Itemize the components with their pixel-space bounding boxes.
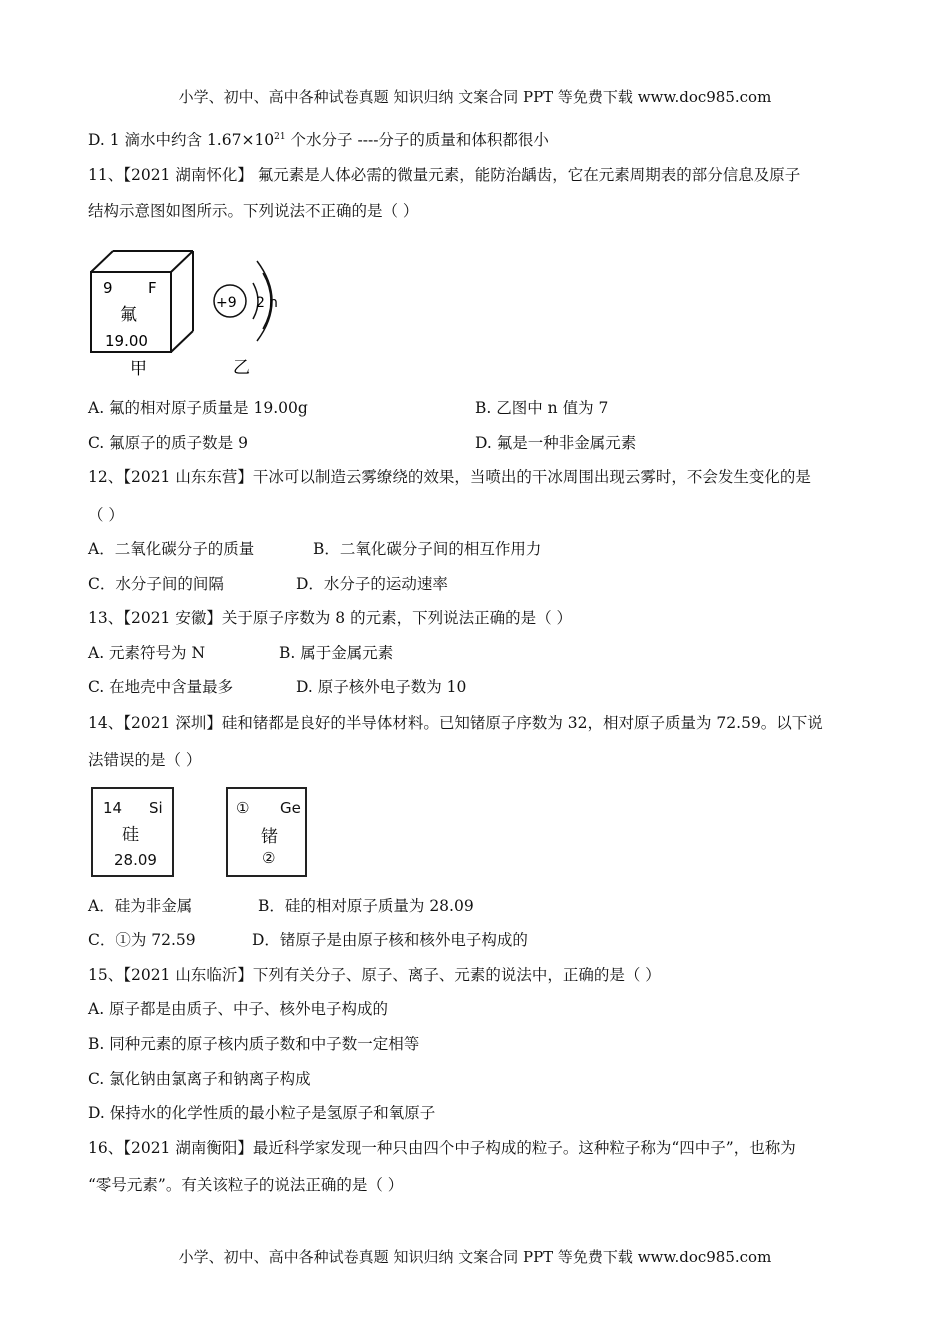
q15-stem: 15、【2021 山东临沂】下列有关分子、原子、离子、元素的说法中，正确的是（ ） (88, 966, 661, 984)
germanium-number: ① (236, 799, 250, 817)
fluorine-name: 氟 (120, 305, 137, 325)
q15-option-c: C. 氯化钠由氯离子和钠离子构成 (88, 1070, 311, 1088)
q10-option-d-tail: 个水分子 ----分子的质量和体积都很小 (285, 131, 549, 149)
q11-option-c: C. 氟原子的质子数是 9 (88, 434, 248, 452)
fluorine-element-cube (88, 248, 200, 378)
q14-stem-line1: 14、【2021 深圳】硅和锗都是良好的半导体材料。已知锗原子序数为 32，相对原子质量为 72.59。以下说 (88, 714, 823, 732)
q15-option-d: D. 保持水的化学性质的最小粒子是氢原子和氧原子 (88, 1104, 436, 1122)
q13-option-b: B. 属于金属元素 (279, 644, 394, 662)
fluorine-shell-1: 2 (256, 295, 265, 311)
q10-option-d-text: D. 1 滴水中约含 1.67×10 (88, 131, 275, 149)
q14-stem-line2: 法错误的是（ ） (88, 751, 202, 769)
fluorine-mass: 19.00 (105, 332, 148, 350)
q13-stem: 13、【2021 安徽】关于原子序数为 8 的元素，下列说法正确的是（ ） (88, 609, 572, 627)
q16-stem-line2: “零号元素”。有关该粒子的说法正确的是（ ） (88, 1176, 404, 1194)
q11-option-b: B. 乙图中 n 值为 7 (475, 399, 609, 417)
q15-option-a: A. 原子都是由质子、中子、核外电子构成的 (88, 1000, 389, 1018)
q13-option-d: D. 原子核外电子数为 10 (296, 678, 467, 696)
silicon-element-box (91, 787, 174, 877)
figure-caption-jia: 甲 (130, 359, 147, 378)
q11-stem-line1: 11、【2021 湖南怀化】 氟元素是人体必需的微量元素，能防治龋齿，它在元素周期表的部分信息及原子 (88, 166, 801, 184)
fluorine-number: 9 (103, 279, 113, 297)
silicon-name: 硅 (122, 825, 139, 845)
fluorine-nucleus: +9 (216, 295, 237, 311)
figure-caption-yi: 乙 (233, 358, 250, 378)
fluorine-symbol: F (148, 279, 157, 297)
page-footer: 小学、初中、高中各种试卷真题 知识归纳 文案合同 PPT 等免费下载 www.doc985.com (178, 1248, 772, 1266)
q12-stem-line2: （ ） (88, 506, 124, 524)
germanium-symbol: Ge (280, 799, 301, 817)
q10-option-d (88, 130, 549, 150)
q12-stem-line1: 12、【2021 山东东营】干冰可以制造云雾缭绕的效果，当喷出的干冰周围出现云雾时，不会发生变化的是 (88, 468, 811, 486)
q16-stem-line1: 16、【2021 湖南衡阳】最近科学家发现一种只由四个中子构成的粒子。这种粒子称为“四中子”，也称为 (88, 1139, 796, 1157)
silicon-number: 14 (103, 799, 123, 817)
germanium-name: 锗 (261, 827, 278, 847)
silicon-symbol: Si (149, 799, 163, 817)
germanium-mass: ② (262, 849, 276, 867)
q14-option-b: B．硅的相对原子质量为 28.09 (258, 897, 474, 915)
q12-option-d: D．水分子的运动速率 (296, 575, 448, 593)
q12-option-b: B．二氧化碳分子间的相互作用力 (313, 540, 542, 558)
q14-option-a: A．硅为非金属 (88, 897, 193, 915)
fluorine-atom-diagram (205, 255, 305, 378)
q11-option-a: A. 氟的相对原子质量是 19.00g (88, 399, 308, 417)
q14-option-c: C．①为 72.59 (88, 931, 196, 949)
q13-option-c: C. 在地壳中含量最多 (88, 678, 234, 696)
germanium-element-box (226, 787, 307, 877)
q11-stem-line2: 结构示意图如图所示。下列说法不正确的是（ ） (88, 202, 419, 220)
silicon-mass: 28.09 (114, 851, 157, 869)
q10-option-d-exponent: 21 (274, 131, 286, 142)
q14-option-d: D．锗原子是由原子核和核外电子构成的 (252, 931, 528, 949)
fluorine-shell-2: n (269, 295, 278, 311)
q13-option-a: A. 元素符号为 N (88, 644, 206, 662)
q12-option-a: A．二氧化碳分子的质量 (88, 540, 255, 558)
q11-option-d: D. 氟是一种非金属元素 (475, 434, 637, 452)
q12-option-c: C．水分子间的间隔 (88, 575, 224, 593)
page-header: 小学、初中、高中各种试卷真题 知识归纳 文案合同 PPT 等免费下载 www.doc985.com (178, 88, 772, 106)
q15-option-b: B. 同种元素的原子核内质子数和中子数一定相等 (88, 1035, 420, 1053)
